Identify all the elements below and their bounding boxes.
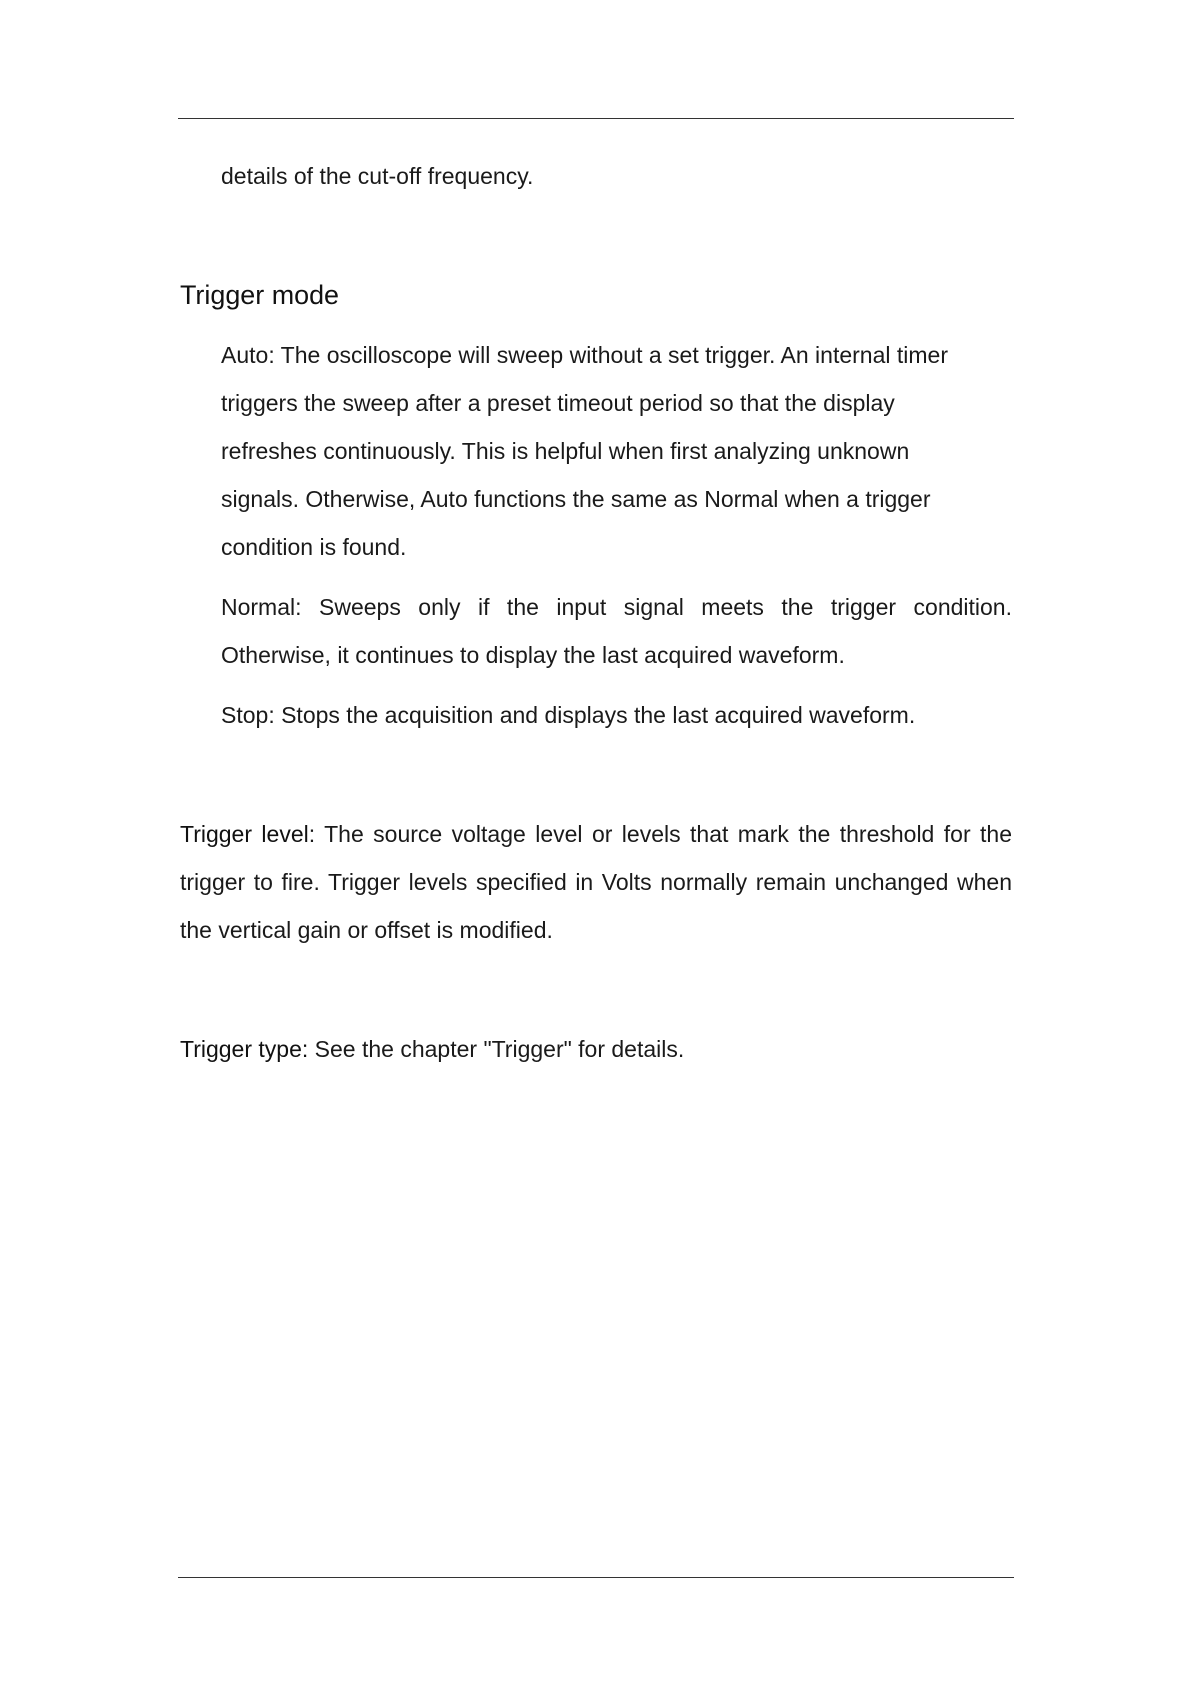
trigger-mode-stop-paragraph: Stop: Stops the acquisition and displays the last acquired waveform. [221,702,916,728]
footer-rule [178,1577,1014,1578]
trigger-level-term: Trigger level [180,821,309,847]
continuation-paragraph: details of the cut-off frequency. [221,163,534,189]
trigger-type-paragraph [180,1025,1012,1073]
trigger-type-text: See the chapter "Trigger" for details. [308,1036,685,1062]
trigger-mode-heading: Trigger mode [180,280,340,310]
trigger-mode-auto-paragraph: Auto: The oscilloscope will sweep without a set trigger. An internal timer triggers the sweep after a preset timeout period so that the display refreshes continuously. This is helpful when first analyzing unknown signals. Otherwise, Auto functions the same as Normal when a trigger condition is found. [221,342,948,560]
trigger-type-term: Trigger type: [180,1036,309,1062]
trigger-mode-normal-paragraph: Normal: Sweeps only if the input signal meets the trigger condition. Otherwise, it continues to display the last acquired waveform. [221,594,1012,668]
trigger-level-text: : The source voltage level or levels that mark the threshold for the trigger to fire. Trigger levels specified in Volts normally remain unchanged when the vertical gain or offset is modified. [180,821,1013,943]
header-rule [178,118,1014,119]
trigger-level-paragraph [180,810,1012,954]
page-body [180,152,1012,1073]
